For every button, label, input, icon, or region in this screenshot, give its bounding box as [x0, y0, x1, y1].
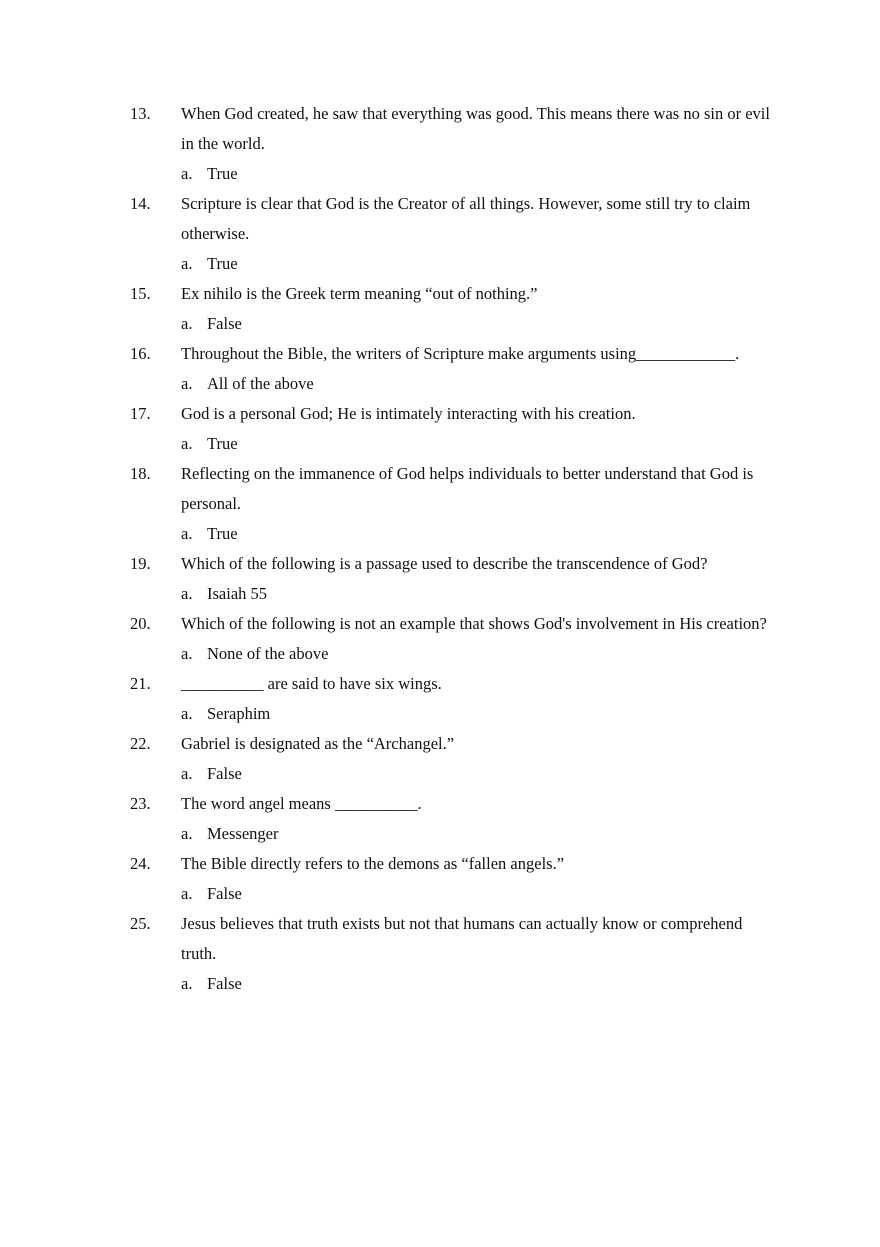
question-item: [0, 399, 880, 459]
answer-text: False: [207, 974, 242, 993]
question-number: 19.: [130, 554, 151, 573]
answer-letter: a.: [181, 434, 193, 453]
answer-letter: a.: [181, 764, 193, 783]
question-item: [0, 609, 880, 669]
question-text: Which of the following is not an example that shows God's involvement in His creation?: [181, 614, 767, 633]
question-number: 25.: [130, 914, 151, 933]
answer-letter: a.: [181, 974, 193, 993]
question-number: 23.: [130, 794, 151, 813]
answer-option: [0, 969, 880, 999]
question-number: 20.: [130, 614, 151, 633]
question-item: [0, 849, 880, 909]
question-number: 17.: [130, 404, 151, 423]
question-text: The word angel means __________.: [181, 794, 422, 813]
question-text: Scripture is clear that God is the Creator of all things. However, some still try to claim otherwise.: [181, 194, 751, 243]
answer-option: [0, 579, 880, 609]
answer-option: [0, 249, 880, 279]
answer-option: [0, 429, 880, 459]
answer-text: Seraphim: [207, 704, 271, 723]
answer-letter: a.: [181, 704, 193, 723]
answer-text: None of the above: [207, 644, 329, 663]
answer-text: All of the above: [207, 374, 314, 393]
answer-option: [0, 639, 880, 669]
question-text: God is a personal God; He is intimately interacting with his creation.: [181, 404, 636, 423]
question-text: Jesus believes that truth exists but not that humans can actually know or comprehend truth.: [181, 914, 743, 963]
answer-text: Messenger: [207, 824, 279, 843]
question-number: 14.: [130, 194, 151, 213]
question-text: Throughout the Bible, the writers of Scripture make arguments using____________.: [181, 344, 740, 363]
answer-text: True: [207, 434, 238, 453]
question-item: [0, 669, 880, 729]
answer-text: False: [207, 764, 242, 783]
answer-text: Isaiah 55: [207, 584, 268, 603]
question-number: 22.: [130, 734, 151, 753]
answer-option: [0, 159, 880, 189]
question-number: 21.: [130, 674, 151, 693]
answer-letter: a.: [181, 374, 193, 393]
question-text: Ex nihilo is the Greek term meaning “out of nothing.”: [181, 284, 538, 303]
question-item: [0, 909, 880, 999]
question-text: The Bible directly refers to the demons as “fallen angels.”: [181, 854, 565, 873]
question-list: [0, 99, 880, 999]
question-text: Reflecting on the immanence of God helps individuals to better understand that God is personal.: [181, 464, 754, 513]
answer-letter: a.: [181, 254, 193, 273]
question-number: 18.: [130, 464, 151, 483]
answer-letter: a.: [181, 644, 193, 663]
answer-letter: a.: [181, 164, 193, 183]
question-number: 24.: [130, 854, 151, 873]
question-number: 15.: [130, 284, 151, 303]
answer-letter: a.: [181, 824, 193, 843]
question-item: [0, 339, 880, 399]
answer-text: True: [207, 164, 238, 183]
question-number: 13.: [130, 104, 151, 123]
document-page: [0, 99, 880, 999]
question-item: [0, 789, 880, 849]
answer-text: False: [207, 884, 242, 903]
answer-letter: a.: [181, 584, 193, 603]
answer-text: False: [207, 314, 242, 333]
answer-option: [0, 519, 880, 549]
answer-option: [0, 309, 880, 339]
answer-option: [0, 369, 880, 399]
answer-text: True: [207, 524, 238, 543]
question-text: When God created, he saw that everything was good. This means there was no sin or evil in the world.: [181, 104, 770, 153]
question-number: 16.: [130, 344, 151, 363]
answer-letter: a.: [181, 884, 193, 903]
question-item: [0, 189, 880, 279]
answer-letter: a.: [181, 524, 193, 543]
question-item: [0, 729, 880, 789]
question-text: Which of the following is a passage used to describe the transcendence of God?: [181, 554, 708, 573]
answer-option: [0, 879, 880, 909]
answer-option: [0, 759, 880, 789]
question-item: [0, 459, 880, 549]
question-text: __________ are said to have six wings.: [181, 674, 442, 693]
question-item: [0, 279, 880, 339]
question-item: [0, 99, 880, 189]
answer-option: [0, 819, 880, 849]
question-text: Gabriel is designated as the “Archangel.”: [181, 734, 455, 753]
answer-text: True: [207, 254, 238, 273]
answer-option: [0, 699, 880, 729]
question-item: [0, 549, 880, 609]
answer-letter: a.: [181, 314, 193, 333]
